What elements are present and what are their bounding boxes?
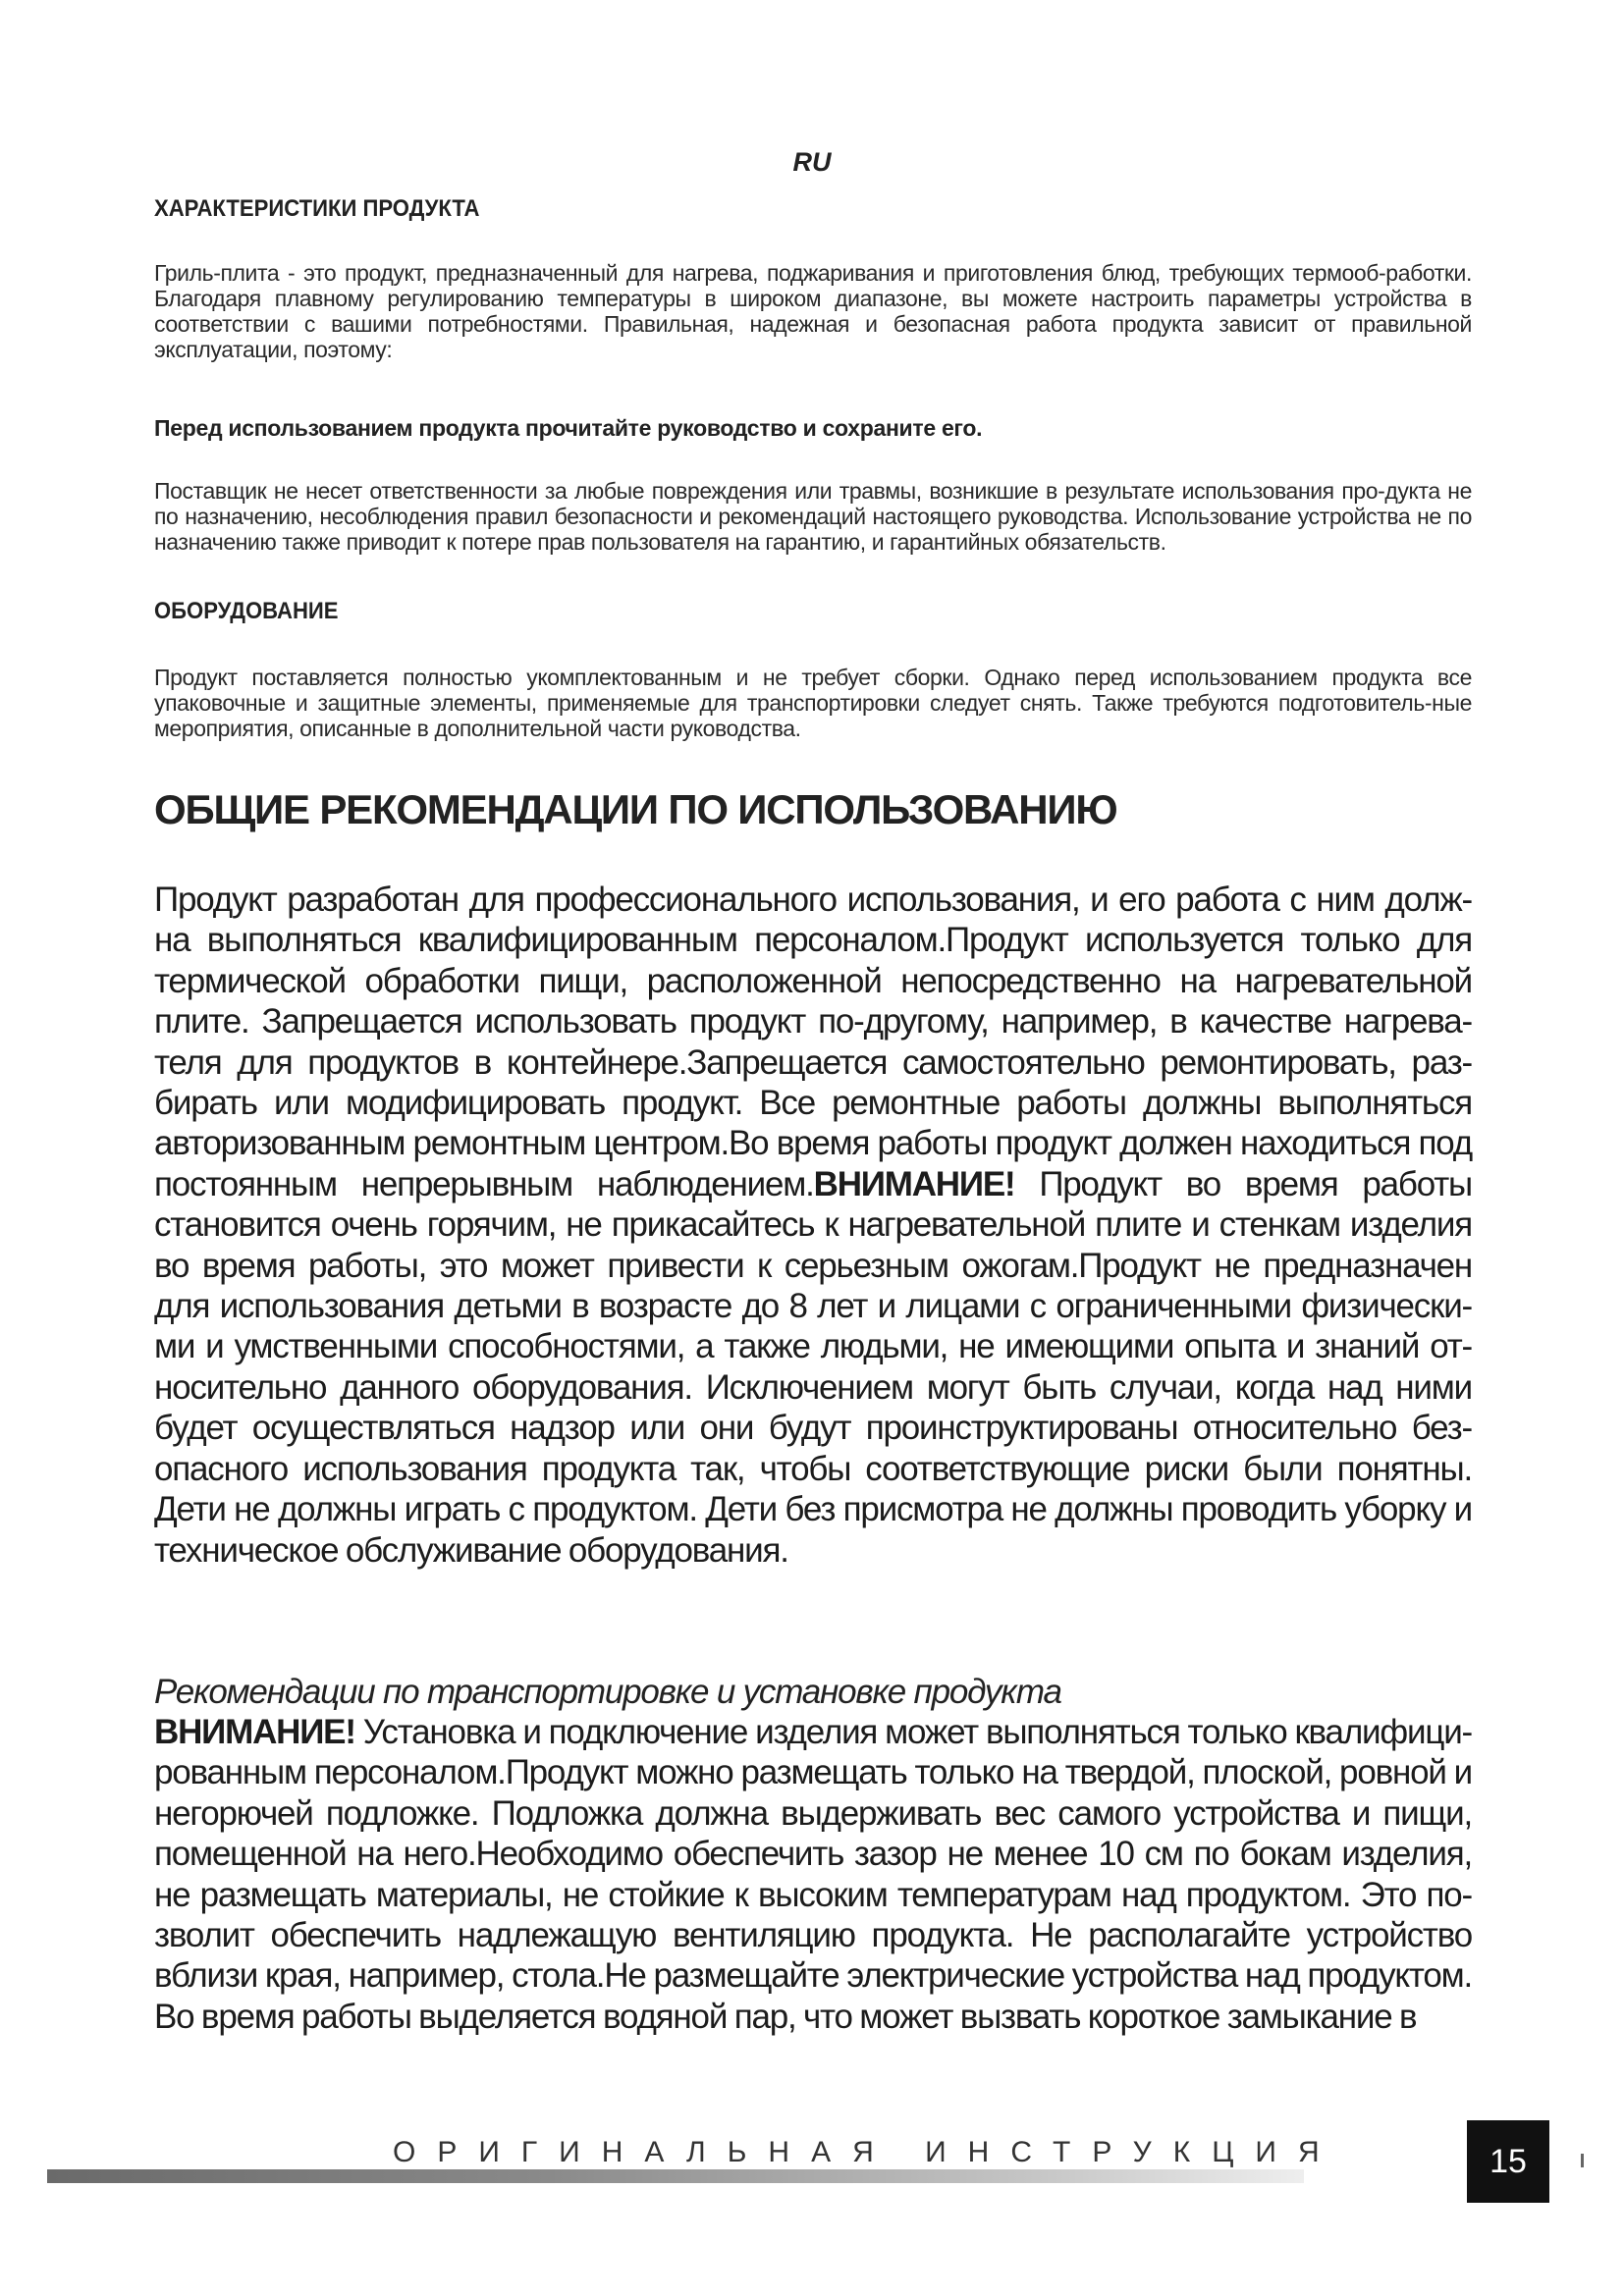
general-recommendations-heading: ОБЩИЕ РЕКОМЕНДАЦИИ ПО ИСПОЛЬЗОВАНИЮ: [154, 786, 1117, 832]
characteristics-heading: ХАРАКТЕРИСТИКИ ПРОДУКТА: [154, 195, 480, 222]
transport-warning-label: ВНИМАНИЕ!: [154, 1713, 355, 1751]
transport-heading: Рекомендации по транспортировке и установке продукта: [154, 1673, 1061, 1711]
edge-mark: [1581, 2154, 1584, 2167]
warning-label: ВНИМАНИЕ!: [813, 1164, 1015, 1203]
equipment-paragraph: Продукт поставляется полностью укомплектованным и не требует сборки. Однако перед использованием продукта все упаковочные и защитные элементы, применяемые для транспортировки следует снять. Также требуются подготовитель-ные мероприятия, описанные в дополнительной части руководства.: [154, 665, 1472, 741]
footer-bar: [47, 2169, 1304, 2183]
read-manual-note: Перед использованием продукта прочитайте руководство и сохраните его.: [154, 415, 983, 441]
characteristics-paragraph: Гриль-плита - это продукт, предназначенный для нагрева, поджаривания и приготовления блюд, требующих термооб-работки. Благодаря плавному регулированию температуры в широком диапазоне, вы можете настроить параметры устройства в соответствии с вашими потребностями. Правильная, надежная и безопасная работа продукта зависит от правильной эксплуатации, поэтому:: [154, 260, 1472, 362]
general-recommendations-paragraph: Продукт разработан для профессионального использования, и его работа с ним долж-на выполняться квалифицированным персоналом.Продукт используется только для термической обработки пищи, расположенной непосредственно на нагревательной плите. Запрещается использовать продукт по-другому, например, в качестве нагрева-теля для продуктов в контейнере.Запрещается самостоятельно ремонтировать, раз-бирать или модифицировать продукт. Все ремонтные работы должны выполняться авторизованным ремонтным центром.Во время работы продукт должен находиться под постоянным непрерывным наблюдением.ВНИМАНИЕ! Продукт во время работы становится очень горячим, не прикасайтесь к нагревательной плите и стенкам изделия во время работы, это может привести к серьезным ожогам.Продукт не предназначен для использования детьми в возрасте до 8 лет и лицами с ограниченными физически-ми и умственными способностями, а также людьми, не имеющими опыта и знаний от-носительно данного оборудования. Исключением могут быть случаи, когда над ними будет осуществляться надзор или они будут проинструктированы относительно без-опасного использования продукта так, чтобы соответствующие риски были понятны. Дети не должны играть с продуктом. Дети без присмотра не должны проводить уборку и техническое обслуживание оборудования.: [154, 881, 1473, 1570]
transport-paragraph: ВНИМАНИЕ! Установка и подключение изделия может выполняться только квалифици-рованным персоналом.Продукт можно размещать только на твердой, плоской, ровной и негорючей подложке. Подложка должна выдерживать вес самого устройства и пищи, помещенной на него.Необходимо обеспечить зазор не менее 10 см по бокам изделия, не размещать материалы, не стойкие к высоким температурам над продуктом. Это по-зволит обеспечить надлежащую вентиляцию продукта. Не располагайте устройство вблизи края, например, стола.Не размещайте электрические устройства над продуктом. Во время работы выделяется водяной пар, что может вызвать короткое замыкание в: [154, 1713, 1472, 2036]
equipment-heading: ОБОРУДОВАНИЕ: [154, 598, 339, 624]
language-label: RU: [792, 147, 832, 177]
liability-paragraph: Поставщик не несет ответственности за любые повреждения или травмы, возникшие в результате использования про-дукта не по назначению, несоблюдения правил безопасности и рекомендаций настоящего руководства. Использование устройства не по назначению также приводит к потере прав пользователя на гарантию, и гарантийных обязательств.: [154, 478, 1472, 555]
footer-title: ОРИГИНАЛЬНАЯ ИНСТРУКЦИЯ: [393, 2136, 1341, 2168]
page-number: 15: [1467, 2120, 1549, 2203]
